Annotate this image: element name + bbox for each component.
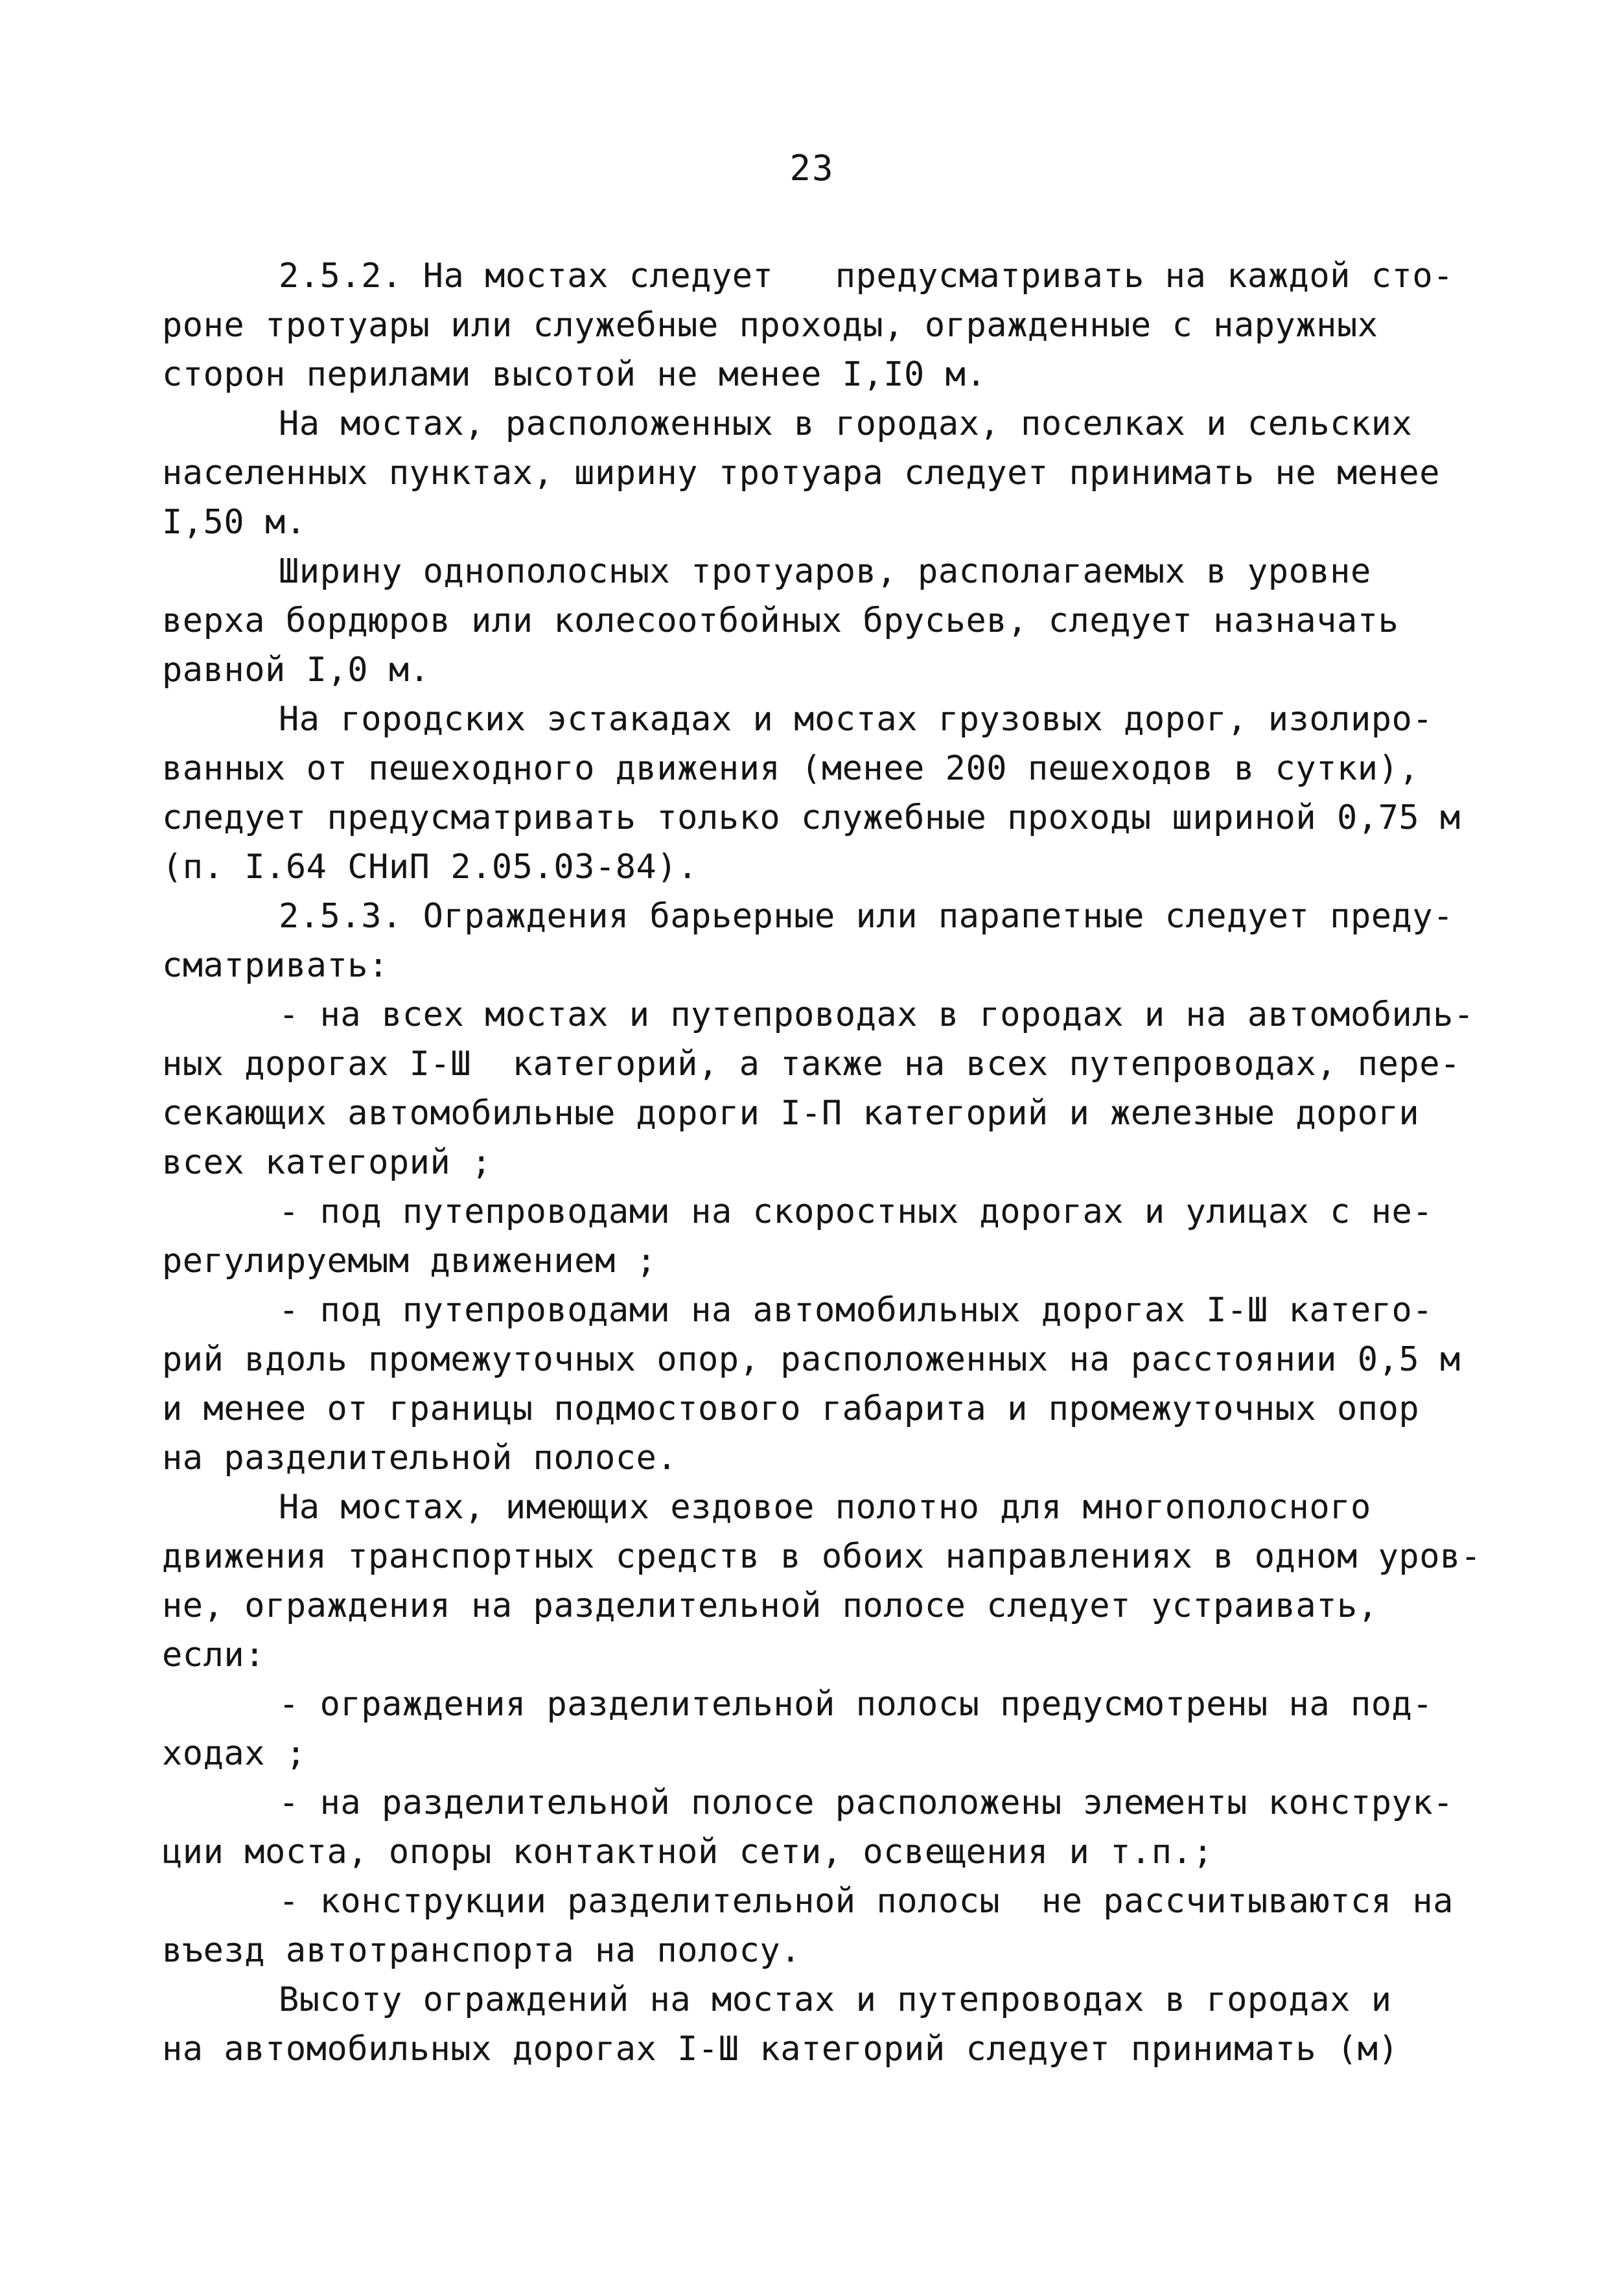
text-line: и менее от границы подмостового габарита и промежуточных опор [162, 1389, 1420, 1428]
text-line: на автомобильных дорогах I-Ш категорий следует принимать (м) [162, 2030, 1399, 2069]
text-line: - на разделительной полосе расположены элементы конструк- [279, 1783, 1454, 1822]
text-line: На мостах, расположенных в городах, поселках и сельских [279, 404, 1413, 443]
text-line: - под путепроводами на автомобильных дорогах I-Ш катего- [279, 1291, 1433, 1330]
text-line: Ширину однополосных тротуаров, располагаемых в уровне [279, 552, 1371, 591]
text-line: равной I,0 м. [162, 651, 430, 690]
text-line: ных дорогах I-Ш категорий, а также на всех путепроводах, пере- [162, 1045, 1461, 1084]
text-line: сторон перилами высотой не менее I,I0 м. [162, 355, 987, 394]
text-line: рий вдоль промежуточных опор, расположенных на расстоянии 0,5 м [162, 1340, 1461, 1379]
text-line: въезд автотранспорта на полосу. [162, 1931, 802, 1970]
text-line: - конструкции разделительной полосы не рассчитываются на [279, 1882, 1454, 1921]
text-line: На городских эстакадах и мостах грузовых дорог, изолиро- [279, 700, 1433, 739]
text-line: регулируемым движением ; [162, 1242, 657, 1281]
text-line: ванных от пешеходного движения (менее 200 пешеходов в сутки), [162, 749, 1420, 788]
text-line: (п. I.64 СНиП 2.05.03-84). [162, 848, 698, 887]
text-line: - под путепроводами на скоростных дорогах и улицах с не- [279, 1192, 1433, 1231]
text-line: секающих автомобильные дороги I-П категорий и железные дороги [162, 1094, 1420, 1133]
text-line: - на всех мостах и путепроводах в городах и на автомобиль- [279, 995, 1474, 1034]
text-line: если: [162, 1636, 266, 1675]
text-line: следует предусматривать только служебные проходы шириной 0,75 м [162, 798, 1461, 837]
text-line: 2.5.2. На мостах следует предусматривать на каждой сто- [279, 257, 1454, 296]
text-line: населенных пунктах, ширину тротуара следует принимать не менее [162, 454, 1441, 493]
text-line: движения транспортных средств в обоих направлениях в одном уров- [162, 1537, 1481, 1576]
text-line: всех категорий ; [162, 1143, 492, 1182]
text-line: I,50 м. [162, 503, 307, 542]
text-line: ходах ; [162, 1734, 307, 1773]
text-line: - ограждения разделительной полосы предусмотрены на под- [279, 1685, 1433, 1724]
text-line: не, ограждения на разделительной полосе следует устраивать, [162, 1586, 1378, 1625]
text-line: на разделительной полосе. [162, 1439, 678, 1478]
text-line: сматривать: [162, 946, 389, 985]
text-line: Высоту ограждений на мостах и путепроводах в городах и [279, 1980, 1392, 2019]
page-number: 23 [789, 148, 835, 189]
text-line: роне тротуары или служебные проходы, огражденные с наружных [162, 306, 1378, 345]
text-line: верха бордюров или колесоотбойных брусьев, следует назначать [162, 601, 1399, 640]
text-line: На мостах, имеющих ездовое полотно для многополосного [279, 1488, 1371, 1527]
text-line: 2.5.3. Ограждения барьерные или парапетные следует преду- [279, 897, 1454, 936]
text-line: ции моста, опоры контактной сети, освещения и т.п.; [162, 1833, 1214, 1872]
